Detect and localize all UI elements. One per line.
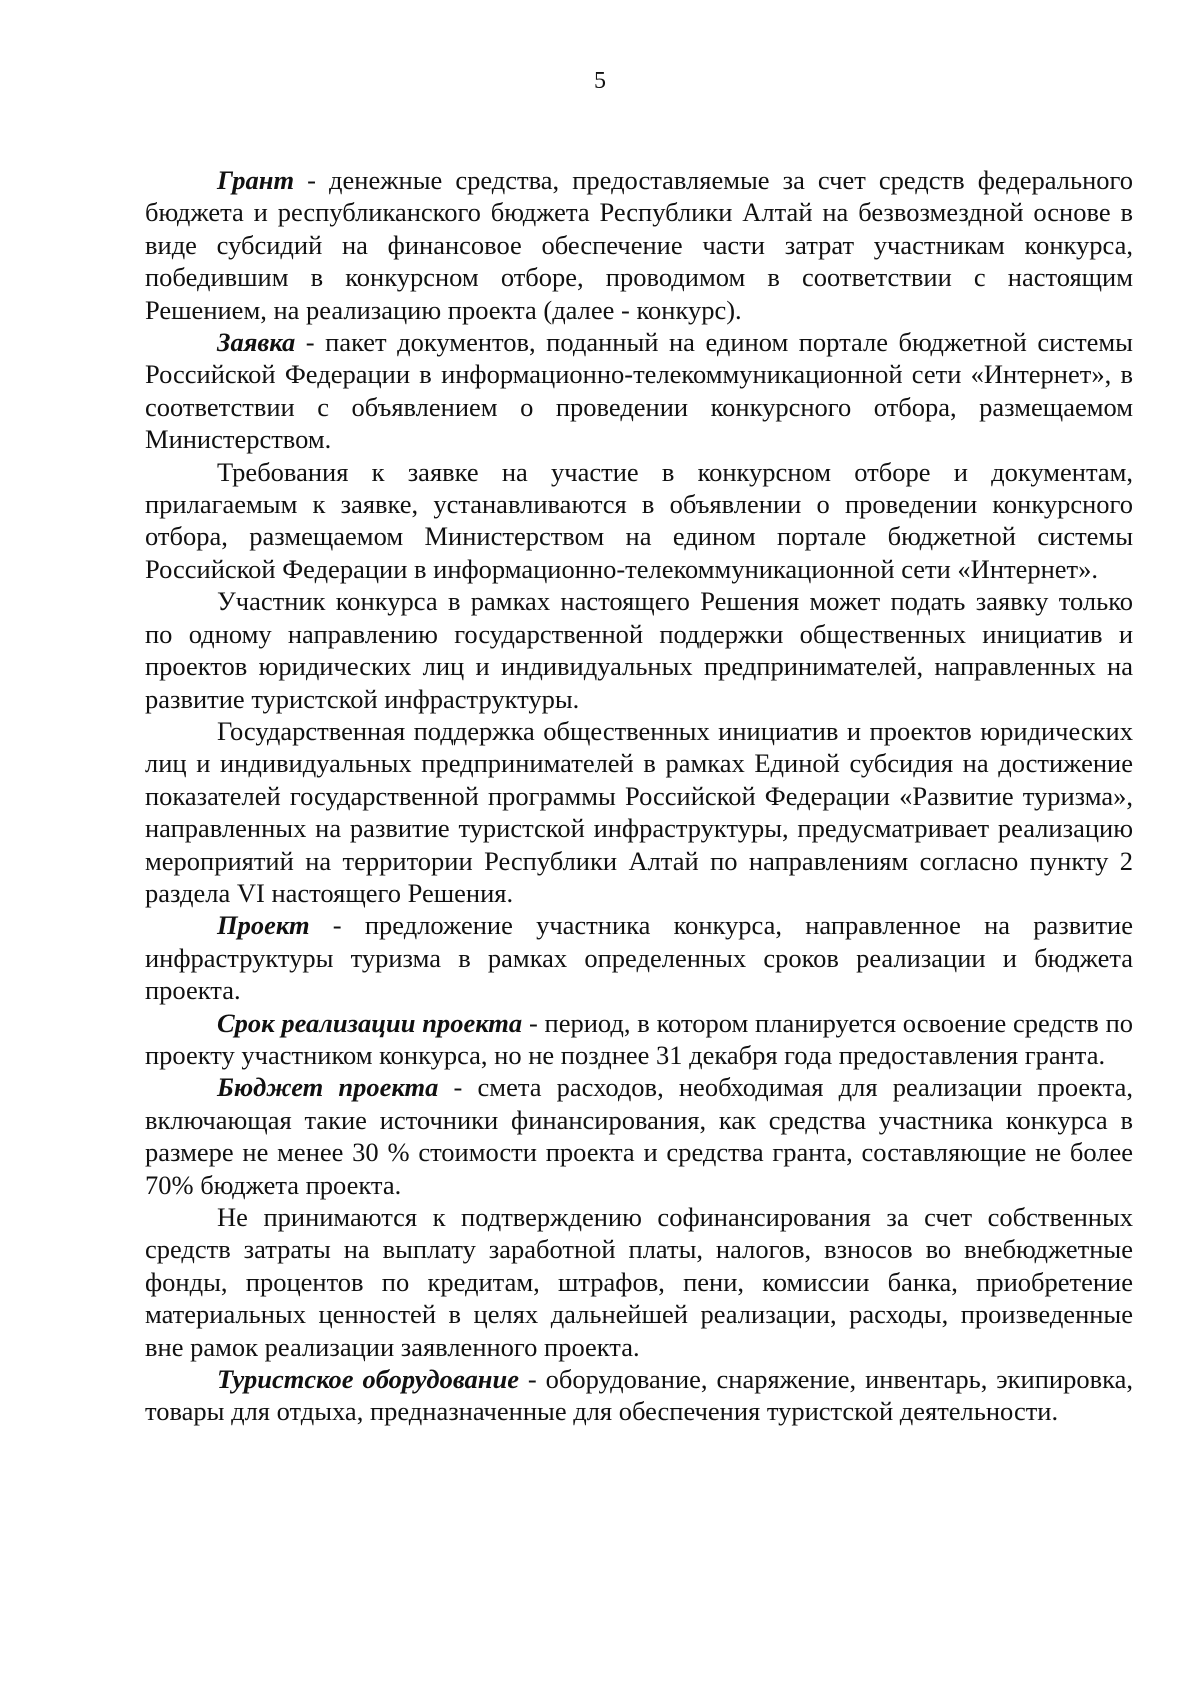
term-project-period: Срок реализации проекта [217,1007,523,1038]
paragraph-text: Требования к заявке на участие в конкурсном отборе и документам, прилагаемым к заявке, устанавливаются в объявлении о проведении конкурсного отбора, размещаемом Министерством на едином портале бюджетной системы Российской Федерации в информационно-телекоммуникационной сети «Интернет». [145,456,1133,584]
term-project: Проект [217,910,310,941]
definition-text: - денежные средства, предоставляемые за счет средств федерального бюджета и республиканского бюджета Республики Алтай на безвозмездной основе в виде субсидий на финансовое обеспечение части затрат участникам конкурса, победившим в конкурсном отборе, проводимом в соответствии с настоящим Решением, на реализацию проекта (далее - конкурс). [145,165,1133,325]
definition-project [145,909,1133,1006]
definition-tourist-equipment [145,1363,1133,1428]
page-number: 5 [594,68,606,94]
paragraph-participant-limit [145,585,1133,715]
definition-application [145,326,1133,456]
definition-text: - период, в котором планируется освоение средств по проекту участником конкурса, но не позднее 31 декабря года предоставления гранта. [145,1007,1133,1070]
definition-text: - смета расходов, необходимая для реализации проекта, включающая такие источники финансирования, как средства участника конкурса в размере не менее 30 % стоимости проекта и средства гранта, составляющие не более 70% бюджета проекта. [145,1072,1133,1200]
paragraph-text: Государственная поддержка общественных инициатив и проектов юридических лиц и индивидуальных предпринимателей в рамках Единой субсидия на достижение показателей государственной программы Российской Федерации «Развитие туризма», направленных на развитие туристской инфраструктуры, предусматривает реализацию мероприятий на территории Республики Алтай по направлениям согласно пункту 2 раздела VI настоящего Решения. [145,715,1133,908]
paragraph-cofinancing-exclusions [145,1201,1133,1363]
definition-project-budget [145,1071,1133,1201]
definition-text: - оборудование, снаряжение, инвентарь, экипировка, товары для отдыха, предназначенные для обеспечения туристской деятельности. [145,1364,1133,1427]
definition-grant [145,164,1133,326]
definition-text: - пакет документов, поданный на едином портале бюджетной системы Российской Федерации в информационно-телекоммуникационной сети «Интернет», в соответствии с объявлением о проведении конкурсного отбора, размещаемом Министерством. [145,327,1133,455]
paragraph-text: Участник конкурса в рамках настоящего Решения может подать заявку только по одному направлению государственной поддержки общественных инициатив и проектов юридических лиц и индивидуальных предпринимателей, направленных на развитие туристской инфраструктуры. [145,586,1133,714]
term-tourist-equipment: Туристское оборудование [217,1364,519,1395]
term-application: Заявка [217,327,296,358]
term-project-budget: Бюджет проекта [217,1072,439,1103]
paragraph-application-requirements [145,456,1133,586]
term-grant: Грант [217,165,295,195]
paragraph-text: Не принимаются к подтверждению софинансирования за счет собственных средств затраты на выплату заработной платы, налогов, взносов во внебюджетные фонды, процентов по кредитам, штрафов, пени, комиссии банка, приобретение материальных ценностей в целях дальнейшей реализации, расходы, произведенные вне рамок реализации заявленного проекта. [145,1202,1133,1362]
definition-text: - предложение участника конкурса, направленное на развитие инфраструктуры туризма в рамках определенных сроков реализации и бюджета проекта. [145,910,1133,1006]
document-body [145,164,1133,1428]
definition-project-period [145,1007,1133,1072]
paragraph-state-support [145,715,1133,909]
